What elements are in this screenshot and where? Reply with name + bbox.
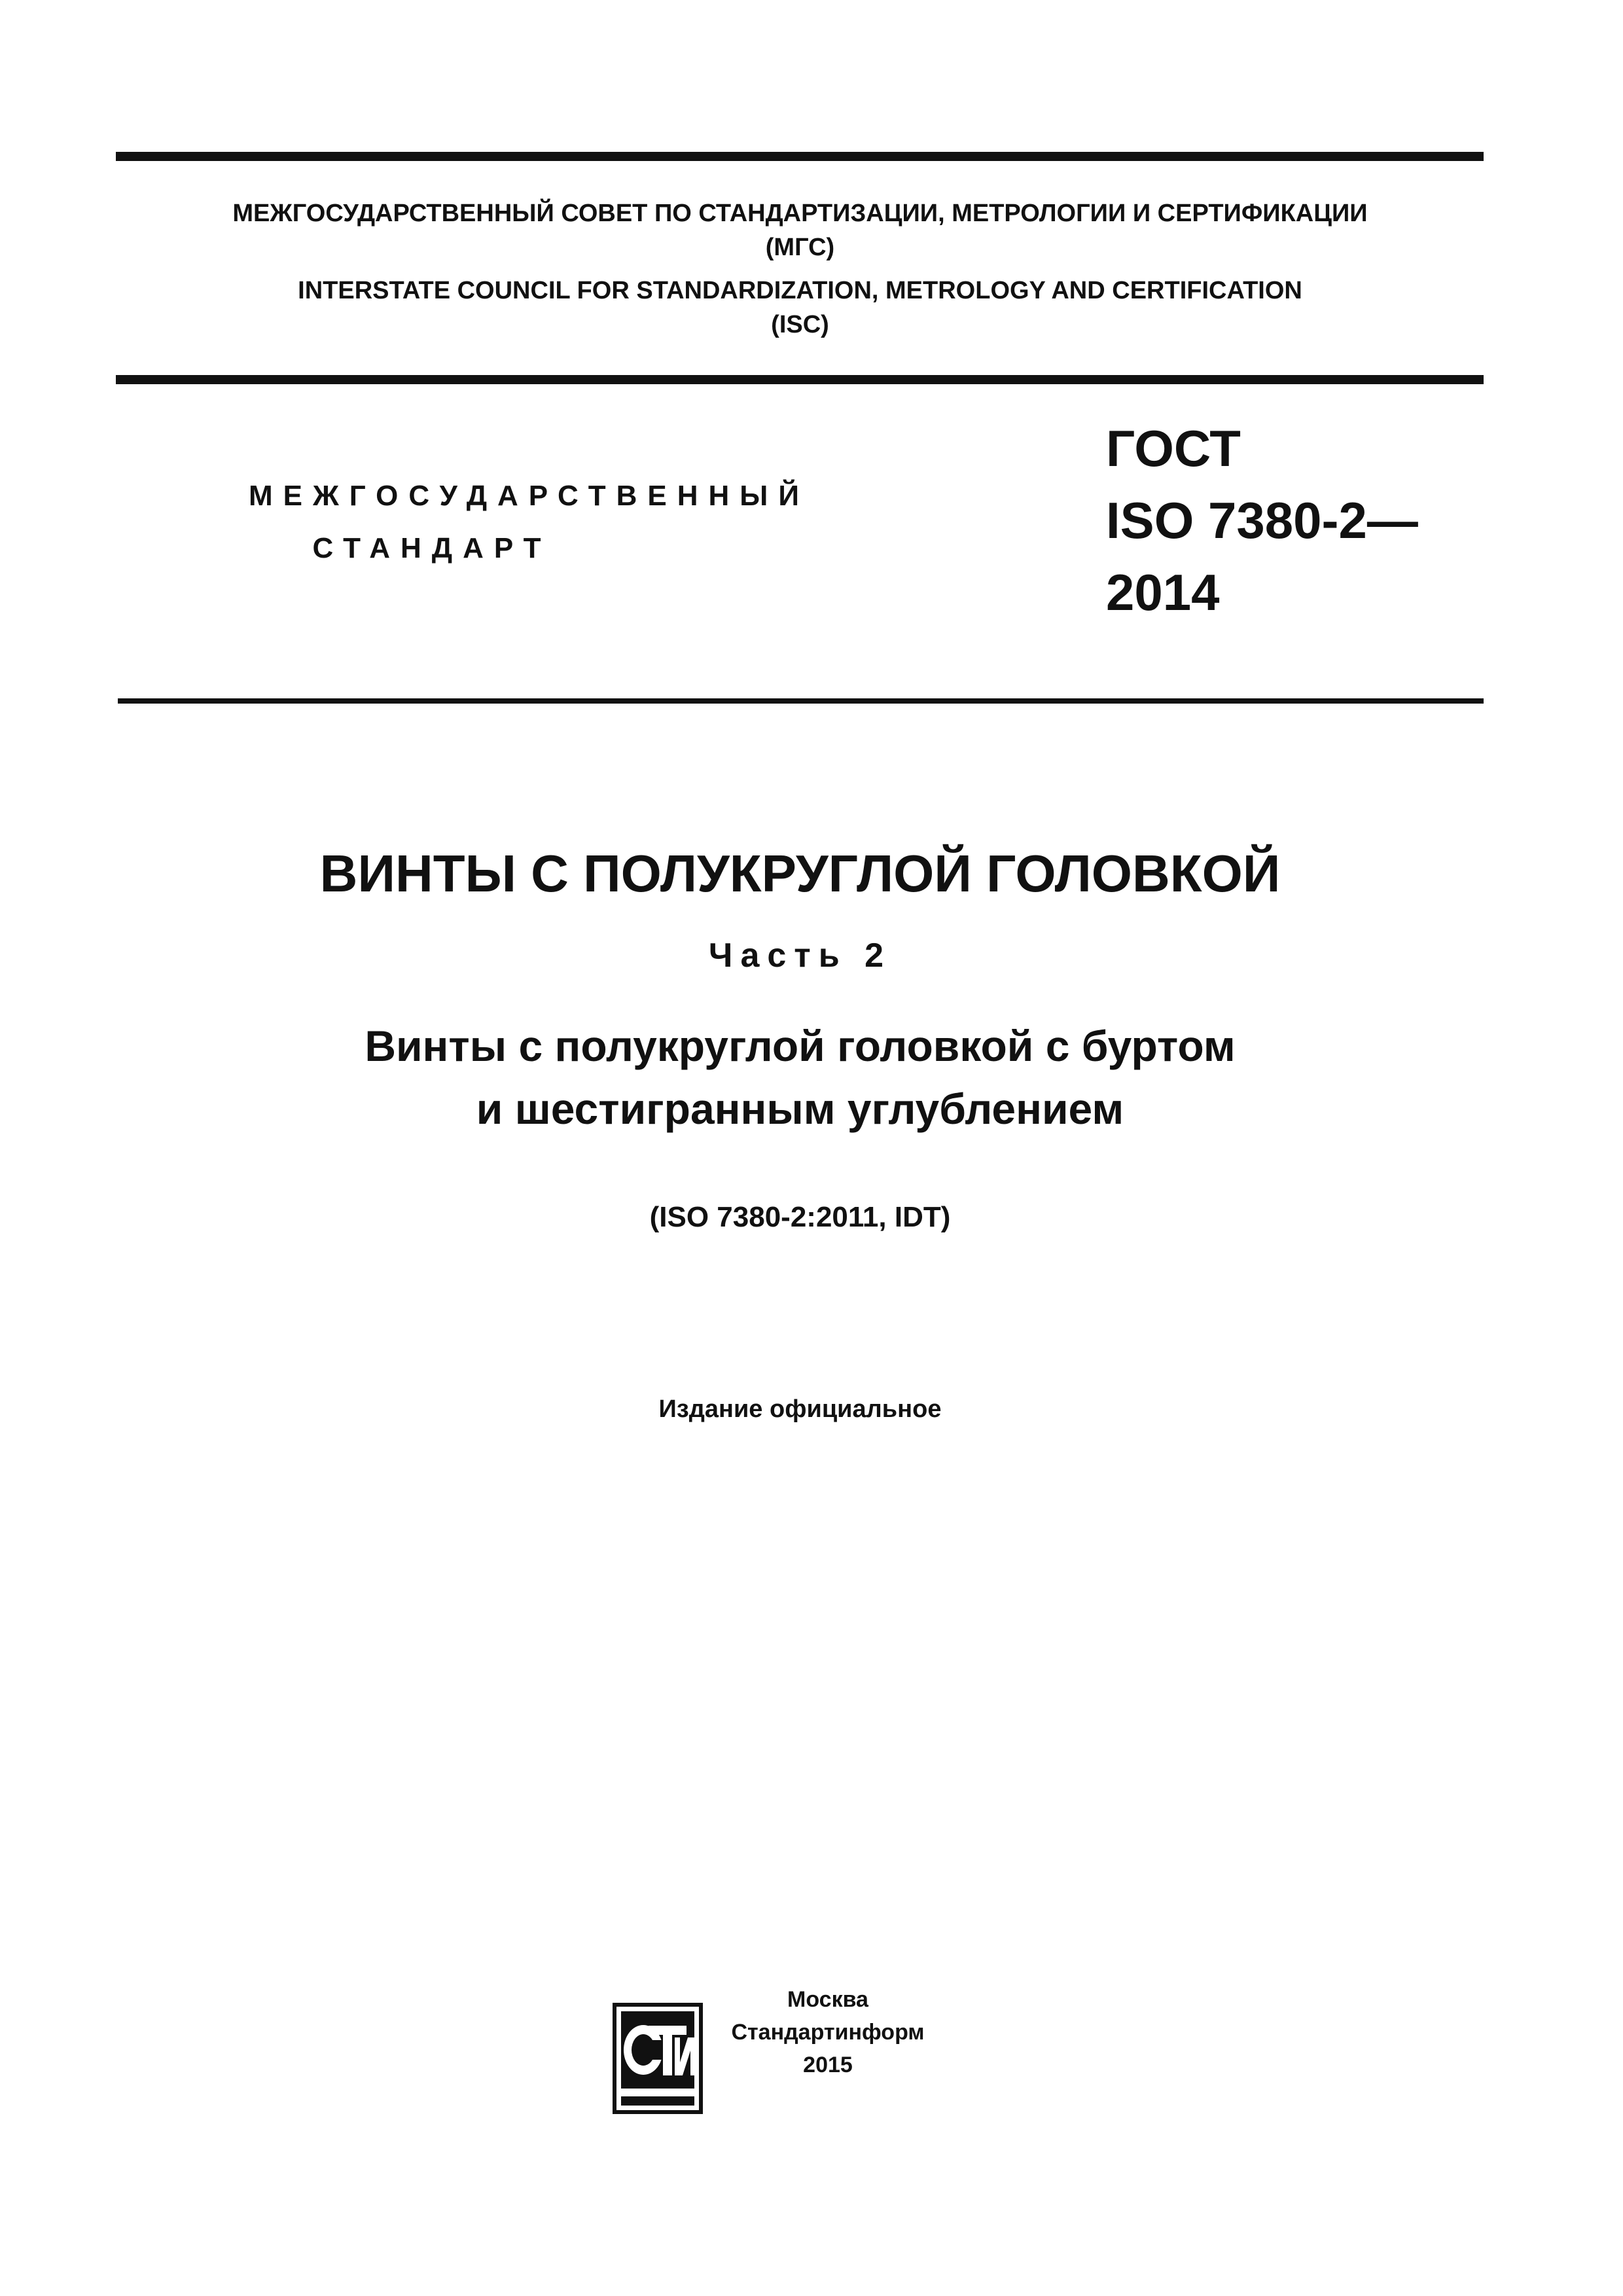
iso-reference: (ISO 7380-2:2011, IDT) (649, 1201, 951, 1233)
designation-line3: 2014 (1106, 564, 1220, 621)
standard-designation (1106, 412, 1472, 628)
council-ru-name: МЕЖГОСУДАРСТВЕННЫЙ СОВЕТ ПО СТАНДАРТИЗАЦИИ, МЕТРОЛОГИИ И СЕРТИФИКАЦИИ (232, 200, 1368, 227)
council-en-name: INTERSTATE COUNCIL FOR STANDARDIZATION, METROLOGY AND CERTIFICATION (298, 277, 1302, 304)
edition-note: Издание официальное (658, 1395, 942, 1423)
lower-rule (118, 698, 1484, 704)
council-en (118, 274, 1482, 342)
publisher-city: Москва (787, 1987, 868, 2012)
subtitle-line2: и шестигранным углублением (476, 1085, 1124, 1133)
middle-rule (116, 375, 1484, 384)
document-part: Часть 2 (708, 937, 892, 975)
standard-type-label (249, 470, 810, 575)
standartinform-logo-icon (612, 2000, 704, 2117)
publisher-year: 2015 (803, 2053, 853, 2077)
publisher-name: Стандартинформ (731, 2020, 925, 2045)
council-ru (118, 196, 1482, 264)
publisher-block (710, 1983, 946, 2081)
subtitle-line1: Винты с полукруглой головкой с буртом (365, 1022, 1236, 1070)
designation-line1: ГОСТ (1106, 420, 1241, 477)
document-subtitle (118, 1014, 1482, 1140)
council-ru-abbr: (МГС) (765, 234, 835, 261)
standard-type-line2: СТАНДАРТ (312, 532, 552, 564)
standard-type-line1: МЕЖГОСУДАРСТВЕННЫЙ (249, 480, 810, 512)
council-en-abbr: (ISC) (771, 311, 829, 338)
document-title: ВИНТЫ С ПОЛУКРУГЛОЙ ГОЛОВКОЙ (319, 844, 1281, 903)
designation-line2: ISO 7380-2— (1106, 492, 1418, 549)
top-rule (116, 152, 1484, 161)
